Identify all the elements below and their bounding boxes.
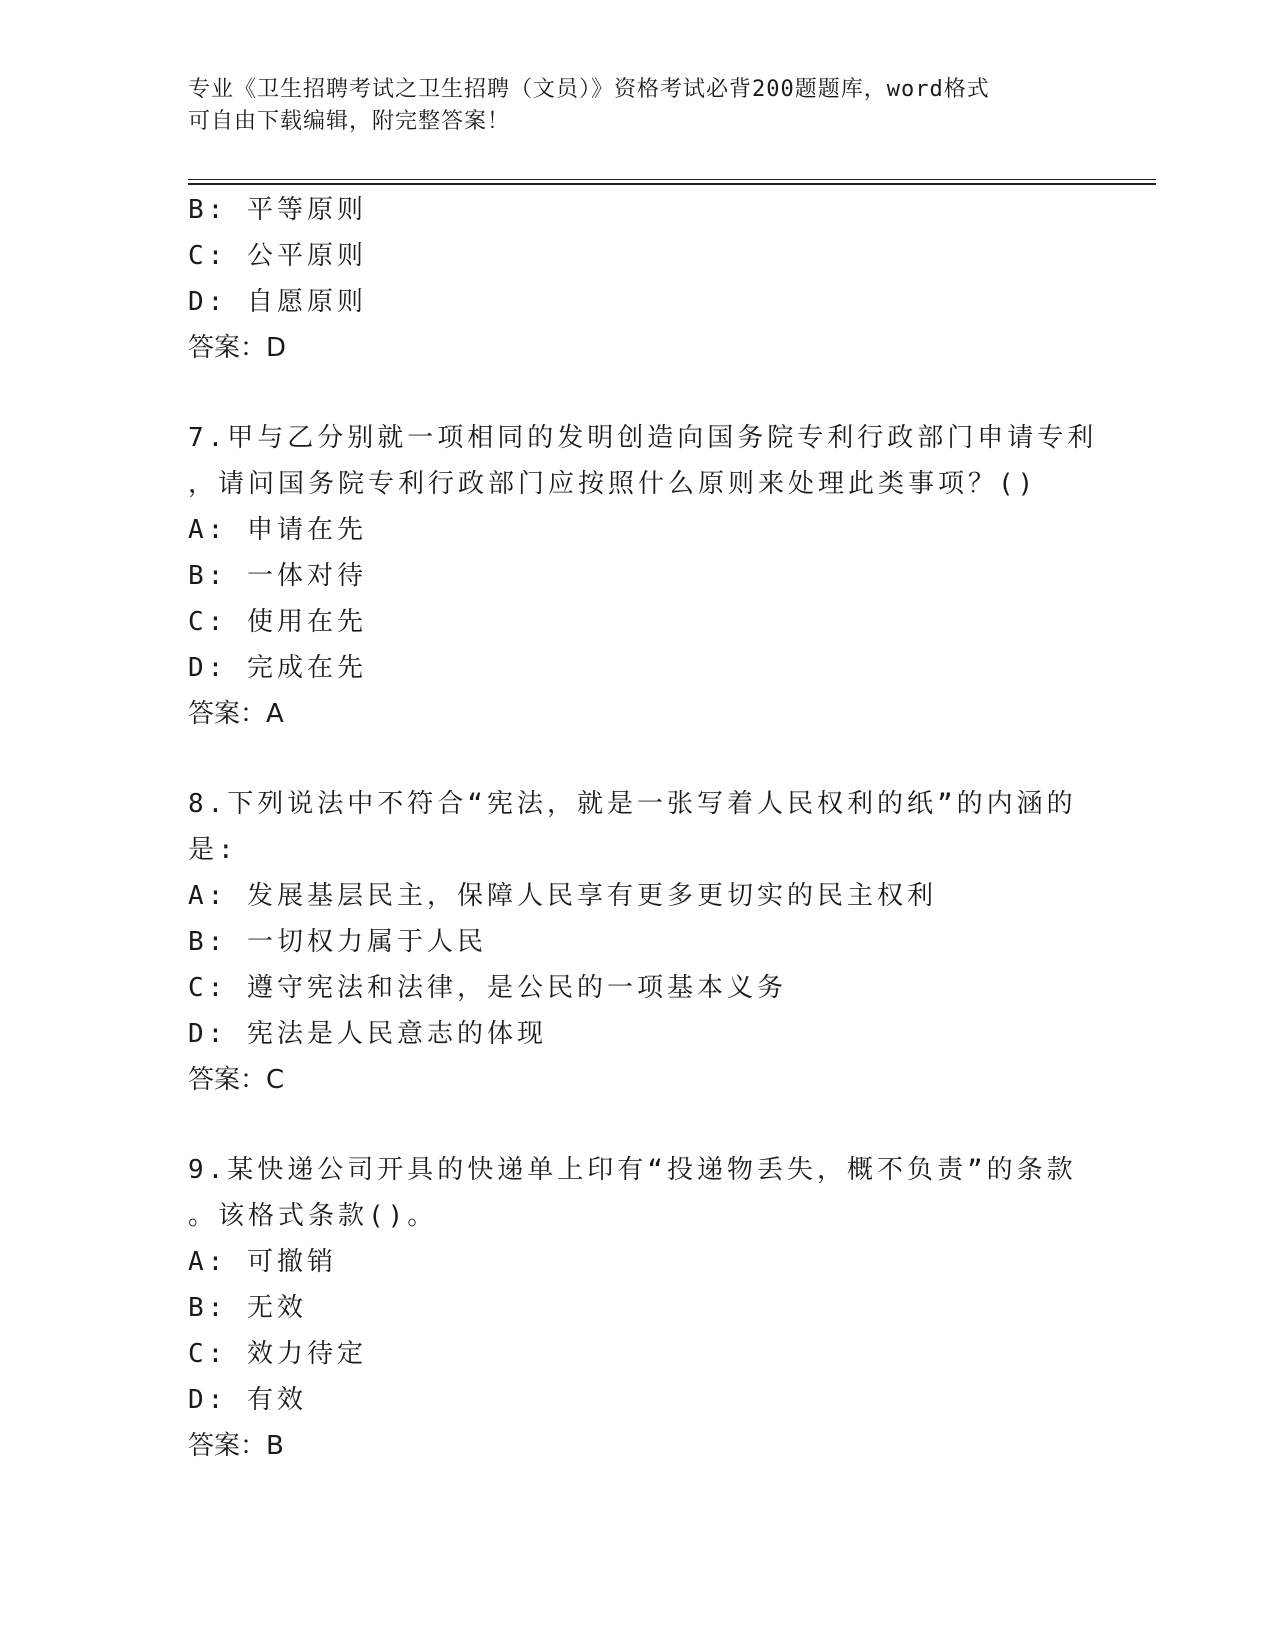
question-9 xyxy=(188,1147,1088,1469)
question-stem-line-1: 7.甲与乙分别就一项相同的发明创造向国务院专利行政部门申请专利 xyxy=(188,423,1098,453)
question-stem-line-1: 8.下列说法中不符合“宪法，就是一张写着人民权利的纸”的内涵的 xyxy=(188,789,1077,819)
option-c: C: 效力待定 xyxy=(188,1339,367,1369)
header-divider-thin xyxy=(188,179,1156,180)
spacer xyxy=(188,737,1088,781)
option-b: B: 平等原则 xyxy=(188,195,367,225)
option-c: C: 公平原则 xyxy=(188,241,367,271)
spacer xyxy=(188,371,1088,415)
option-c: C: 遵守宪法和法律，是公民的一项基本义务 xyxy=(188,973,787,1003)
option-a: A: 申请在先 xyxy=(188,515,367,545)
option-a: A: 发展基层民主，保障人民享有更多更切实的民主权利 xyxy=(188,881,937,911)
option-b: B: 一体对待 xyxy=(188,561,367,591)
header-title-line-2: 可自由下载编辑，附完整答案！ xyxy=(188,109,511,134)
answer-line: 答案：B xyxy=(188,1431,284,1461)
question-stem-line-2: 是: xyxy=(188,835,238,865)
question-stem-line-2: 。该格式条款()。 xyxy=(188,1201,438,1231)
option-b: B: 一切权力属于人民 xyxy=(188,927,487,957)
question-7 xyxy=(188,415,1098,737)
option-d: D: 完成在先 xyxy=(188,653,367,683)
question-stem-line-1: 9.某快递公司开具的快递单上印有“投递物丢失，概不负责”的条款 xyxy=(188,1155,1077,1185)
spacer xyxy=(188,1103,1088,1147)
question-8 xyxy=(188,781,1088,1103)
option-d: D: 自愿原则 xyxy=(188,287,367,317)
header-title-line-1: 专业《卫生招聘考试之卫生招聘（文员）》资格考试必背200题题库，word格式 xyxy=(188,77,990,102)
question-6 xyxy=(188,187,1088,371)
document-header xyxy=(188,74,1088,138)
option-d: D: 宪法是人民意志的体现 xyxy=(188,1019,547,1049)
option-c: C: 使用在先 xyxy=(188,607,367,637)
answer-line: 答案：A xyxy=(188,699,284,729)
answer-line: 答案：D xyxy=(188,333,287,363)
question-list xyxy=(188,187,1098,1469)
question-stem-line-2: ，请问国务院专利行政部门应按照什么原则来处理此类事项？() xyxy=(188,469,1038,499)
answer-line: 答案：C xyxy=(188,1065,285,1095)
option-a: A: 可撤销 xyxy=(188,1247,337,1277)
header-divider-thick xyxy=(188,183,1156,185)
option-b: B: 无效 xyxy=(188,1293,307,1323)
option-d: D: 有效 xyxy=(188,1385,307,1415)
